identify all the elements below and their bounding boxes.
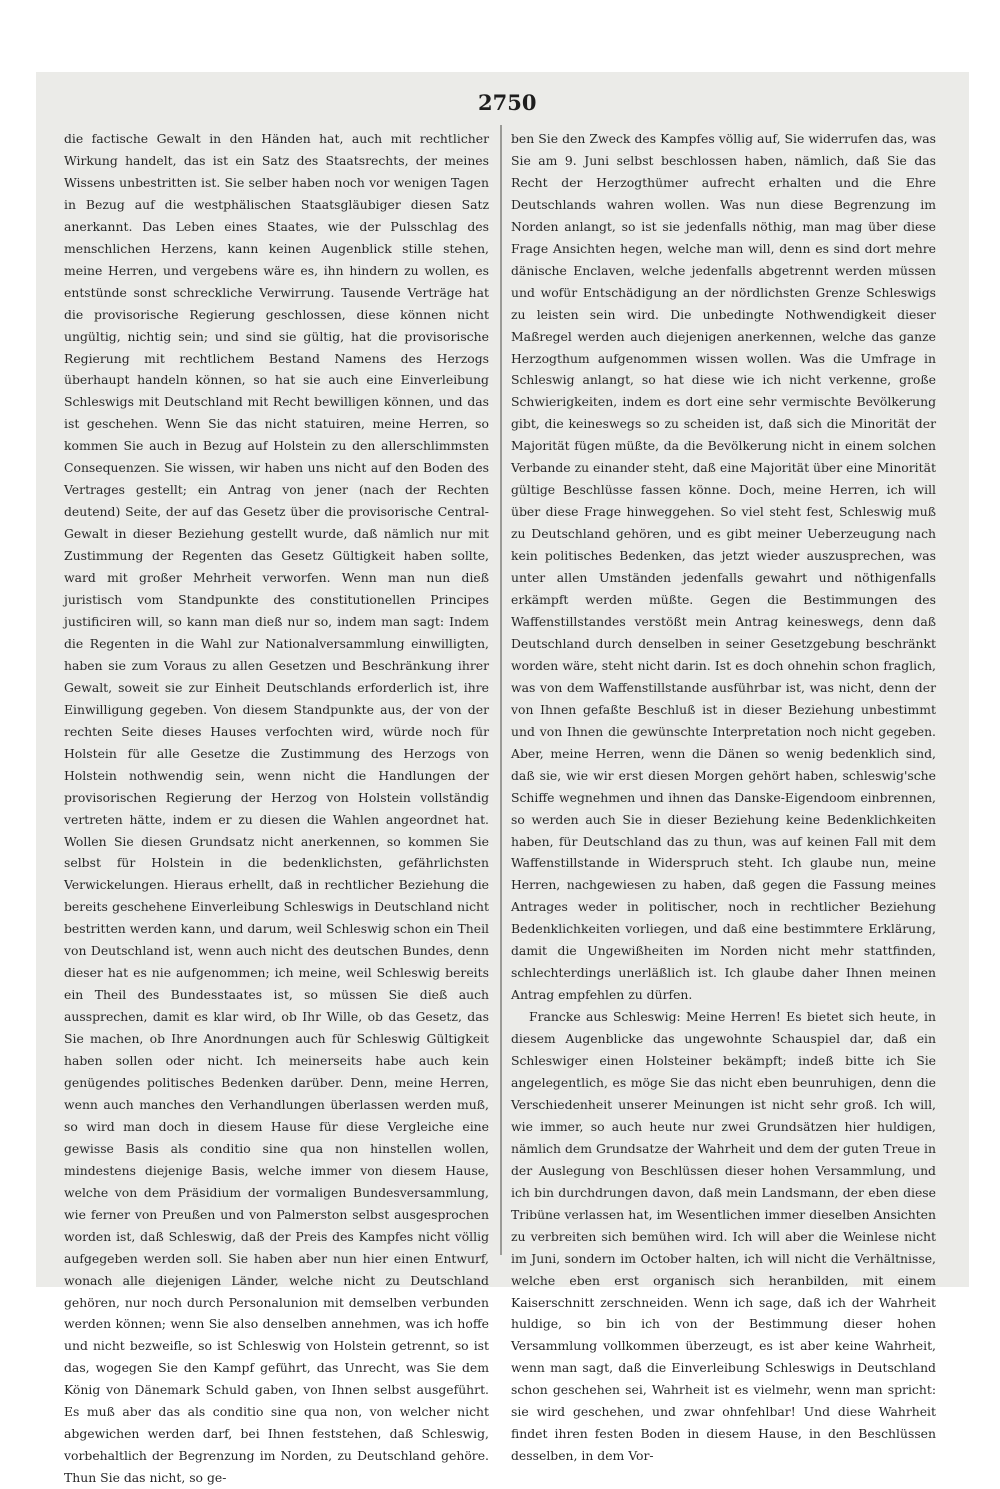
right-text-column [511, 128, 936, 1467]
column-divider [500, 125, 502, 1255]
page-number: 2750 [478, 90, 537, 115]
left-paragraph-1: die factische Gewalt in den Händen hat, auch mit rechtlicher Wirkung handelt, das ist ein Satz des Staatsrechts, der meines Wissens unbestritten ist. Sie selber haben noch vor wenigen Tagen in Bezug auf die westphälischen Staatsgläubiger diesen Satz anerkannt. Das Leben eines Staates, wie der Pulsschlag des menschlichen Herzens, kann keinen Augenblick stille stehen, meine Herren, und vergebens wäre es, ihn hindern zu wollen, es entstünde sonst schreckliche Verwirrung. Tausende Verträge hat die provisorische Regierung geschlossen, diese können nicht ungültig, nichtig sein; und sind sie gültig, hat die provisorische Regierung mit rechtlichem Bestand Namens des Herzogs überhaupt handeln können, so hat sie auch eine Einverleibung Schleswigs mit Deutschland mit Recht bewilligen können, und das ist geschehen. Wenn Sie das nicht statuiren, meine Herren, so kommen Sie auch in Bezug auf Holstein zu den allerschlimmsten Consequenzen. Sie wissen, wir haben uns nicht auf den Boden des Vertrages gestellt; ein Antrag von jener (nach der Rechten deutend) Seite, der auf das Gesetz über die provisorische Central-Gewalt in dieser Beziehung gestellt wurde, daß nämlich nur mit Zustimmung der Regenten das Gesetz Gültigkeit haben sollte, ward mit großer Mehrheit verworfen. Wenn man nun dieß juristisch vom Standpunkte des constitutionellen Principes justificiren will, so kann man dieß nur so, indem man sagt: Indem die Regenten in die Wahl zur Nationalversammlung einwilligten, haben sie zum Voraus zu allen Gesetzen und Beschränkung ihrer Gewalt, soweit sie zur Einheit Deutschlands erforderlich ist, ihre Einwilligung gegeben. Von diesem Standpunkte aus, der von der rechten Seite dieses Hauses verfochten wird, würde noch für Holstein für alle Gesetze die Zustimmung des Herzogs von Holstein nothwendig sein, wenn nicht die Handlungen der provisorischen Regierung der Herzog von Holstein vollständig vertreten hätte, indem er zu diesen die Wahlen angeordnet hat. Wollen Sie diesen Grundsatz nicht anerkennen, so kommen Sie selbst für Holstein in die bedenklichsten, gefährlichsten Verwickelungen. Hieraus erhellt, daß in rechtlicher Beziehung die bereits geschehene Einverleibung Schleswigs in Deutschland nicht bestritten werden kann, und darum, weil Schleswig schon ein Theil von Deutschland ist, wenn auch nicht des deutschen Bundes, denn dieser hat es nie aufgenommen; ich meine, weil Schleswig bereits ein Theil des Bundesstaates ist, so müssen Sie dieß auch aussprechen, damit es klar wird, ob Ihr Wille, ob das Gesetz, das Sie machen, ob Ihre Anordnungen auch für Schleswig Gültigkeit haben sollen oder nicht. Ich meinerseits habe auch kein genügendes politisches Bedenken darüber. Denn, meine Herren, wenn auch manches den Verhandlungen überlassen werden muß, so wird man doch in diesem Hause für diese Vergleiche eine gewisse Basis als conditio sine qua non hinstellen wollen, mindestens diejenige Basis, welche immer von diesem Hause, welche von dem Präsidium der vormaligen Bundesversammlung, wie ferner von Preußen und von Palmerston selbst ausgesprochen worden ist, daß Schleswig, daß der Preis des Kampfes nicht völlig aufgegeben werden soll. Sie haben aber nun hier einen Entwurf, wonach alle diejenigen Länder, welche nicht zu Deutschland gehören, nur noch durch Personalunion mit demselben verbunden werden können; wenn Sie also denselben annehmen, was ich hoffe und nicht bezweifle, so ist Schleswig von Holstein getrennt, so ist das, wogegen Sie den Kampf geführt, das Unrecht, was Sie dem König von Dänemark Schuld gaben, von Ihnen selbst ausgeführt. Es muß aber das als conditio sine qua non, von welcher nicht abgewichen werden darf, bei Ihnen feststehen, daß Schleswig, vorbehaltlich der Begrenzung im Norden, zu Deutschland gehöre. Thun Sie das nicht, so ge- [64, 131, 489, 1486]
right-paragraph-1: ben Sie den Zweck des Kampfes völlig auf, Sie widerrufen das, was Sie am 9. Juni selbst beschlossen haben, nämlich, daß Sie das Recht der Herzogthümer aufrecht erhalten und die Ehre Deutschlands wahren wollen. Was nun diese Begrenzung im Norden anlangt, so ist sie jedenfalls nöthig, man mag über diese Frage Ansichten hegen, welche man will, denn es sind dort mehre dänische Enclaven, welche jedenfalls abgetrennt werden müssen und wofür Entschädigung an der nördlichsten Grenze Schleswigs zu leisten sein wird. Die unbedingte Nothwendigkeit dieser Maßregel werden auch diejenigen anerkennen, welche das ganze Herzogthum aufgenommen wissen wollen. Was die Umfrage in Schleswig anlangt, so hat diese wie ich nicht verkenne, große Schwierigkeiten, indem es dort eine sehr vermischte Bevölkerung gibt, die keineswegs so zu scheiden ist, daß sich die Minorität der Majorität fügen müßte, da die Bevölkerung nicht in einem solchen Verbande zu einander steht, daß eine Majorität über eine Minorität gültige Beschlüsse fassen könne. Doch, meine Herren, ich will über diese Frage hinweggehen. So viel steht fest, Schleswig muß zu Deutschland gehören, und es gibt meiner Ueberzeugung nach kein politisches Bedenken, das jetzt wieder auszusprechen, was unter allen Umständen jedenfalls gewahrt und nöthigenfalls erkämpft werden müßte. Gegen die Bestimmungen des Waffenstillstandes verstößt mein Antrag keineswegs, denn daß Deutschland durch denselben in seiner Gesetzgebung beschränkt worden wäre, steht nicht darin. Ist es doch ohnehin schon fraglich, was von dem Waffenstillstande ausführbar ist, was nicht, denn der von Ihnen gefaßte Beschluß ist in dieser Beziehung unbestimmt und von Ihnen die gewünschte Interpretation noch nicht gegeben. Aber, meine Herren, wenn die Dänen so wenig bedenklich sind, daß sie, wie wir erst diesen Morgen gehört haben, schleswig'sche Schiffe wegnehmen und ihnen das Danske-Eigendoom einbrennen, so werden auch Sie in dieser Beziehung keine Bedenklichkeiten haben, für Deutschland das zu thun, was auf keinen Fall mit dem Waffenstillstande in Widerspruch steht. Ich glaube nun, meine Herren, nachgewiesen zu haben, daß gegen die Fassung meines Antrages weder in politischer, noch in rechtlicher Beziehung Bedenklichkeiten vorliegen, und daß eine bestimmtere Erklärung, damit die Ungewißheiten im Norden nicht mehr stattfinden, schlechterdings unerläßlich ist. Ich glaube daher Ihnen meinen Antrag empfehlen zu dürfen. [511, 131, 936, 1003]
left-text-column [64, 128, 489, 1489]
right-paragraph-2: Francke aus Schleswig: Meine Herren! Es bietet sich heute, in diesem Augenblicke das ungewohnte Schauspiel dar, daß ein Schleswiger einen Holsteiner bekämpft; indeß bitte ich Sie angelegentlich, es möge Sie das nicht eben beunruhigen, denn die Verschiedenheit unserer Meinungen ist nicht sehr groß. Ich will, wie immer, so auch heute nur zwei Grundsätzen hier huldigen, nämlich dem Grundsatze der Wahrheit und dem der guten Treue in der Auslegung von Beschlüssen dieser hohen Versammlung, und ich bin durchdrungen davon, daß mein Landsmann, der eben diese Tribüne verlassen hat, im Wesentlichen immer dieselben Ansichten zu verbreiten sich bemühen wird. Ich will aber die Weinlese nicht im Juni, sondern im October halten, ich will nicht die Verhältnisse, welche eben erst organisch sich heranbilden, mit einem Kaiserschnitt zerschneiden. Wenn ich sage, daß ich der Wahrheit huldige, so bin ich von der Bestimmung dieser hohen Versammlung vollkommen überzeugt, es ist aber keine Wahrheit, wenn man sagt, daß die Einverleibung Schleswigs in Deutschland schon geschehen sei, Wahrheit ist es vielmehr, wenn man spricht: sie wird geschehen, und zwar ohnfehlbar! Und diese Wahrheit findet ihren festen Boden in diesem Hause, in den Beschlüssen desselben, in dem Vor- [511, 1009, 936, 1464]
